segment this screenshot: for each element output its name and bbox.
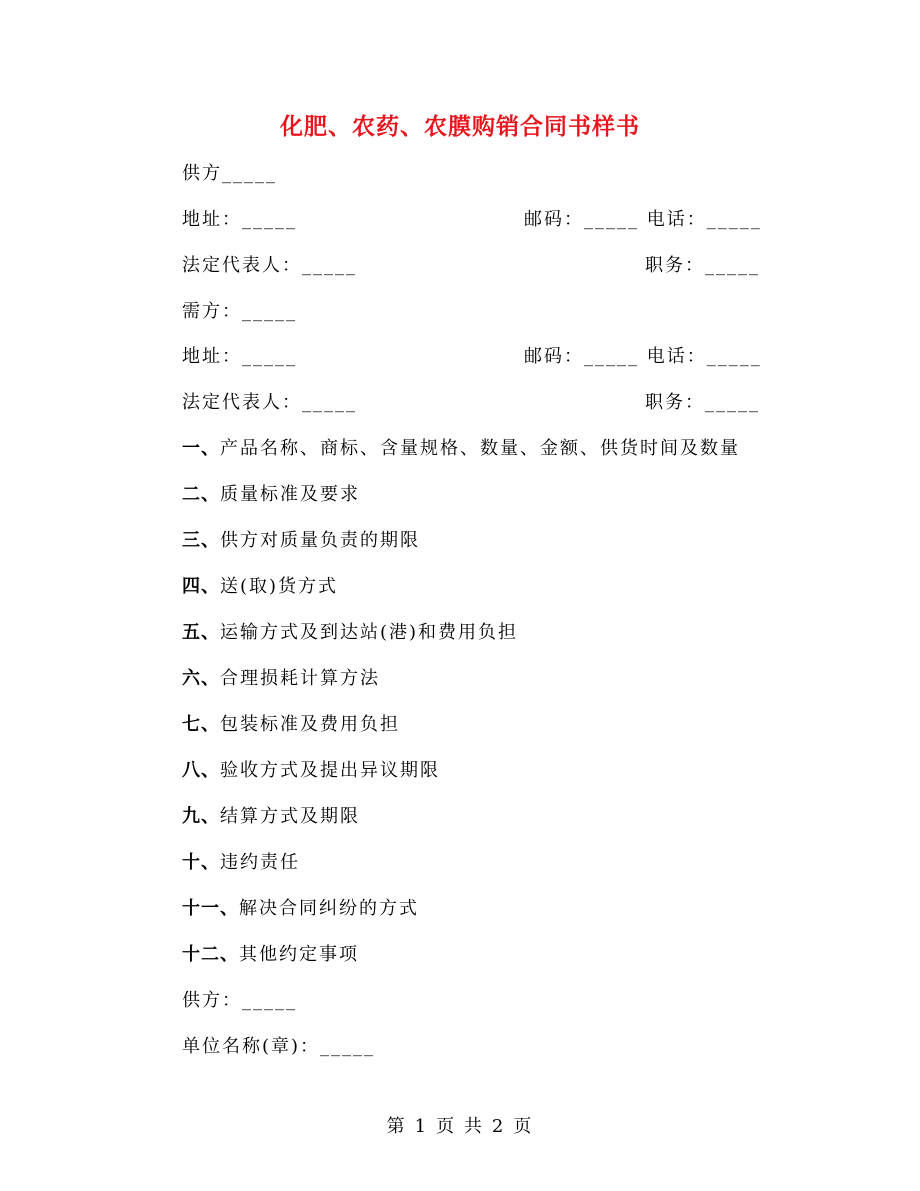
clause-item: [182, 667, 380, 691]
clause-text: 运输方式及到达站(港)和费用负担: [220, 622, 519, 643]
supplier-postcode-phone: 邮码：_____ 电话：_____: [524, 209, 762, 230]
clause-item: [182, 529, 420, 553]
clause-text: 违约责任: [220, 852, 300, 873]
footer-label-end: 页: [513, 1116, 534, 1137]
supplier-position: 职务：_____: [645, 255, 760, 276]
clause-item: [182, 575, 338, 599]
clause-text: 包装标准及费用负担: [220, 714, 400, 735]
clause-number: 七、: [182, 714, 220, 735]
clause-number: 五、: [182, 622, 220, 643]
signature-supplier: 供方：_____: [182, 990, 297, 1011]
clause-text: 产品名称、商标、含量规格、数量、金额、供货时间及数量: [220, 438, 740, 459]
clause-text: 供方对质量负责的期限: [220, 530, 420, 551]
clause-item: [182, 851, 300, 875]
buyer-position: 职务：_____: [645, 392, 760, 413]
footer-current-page: 1: [414, 1116, 429, 1137]
clause-item: [182, 759, 440, 783]
clause-text: 解决合同纠纷的方式: [239, 898, 419, 919]
clause-item: [182, 943, 359, 967]
clause-text: 其他约定事项: [239, 944, 359, 965]
clause-item: [182, 897, 419, 921]
clause-item: [182, 483, 360, 507]
clause-number: 十、: [182, 852, 220, 873]
clause-number: 十一、: [182, 898, 239, 919]
clause-number: 十二、: [182, 944, 239, 965]
page-footer: [0, 1112, 920, 1138]
clause-number: 三、: [182, 530, 220, 551]
clause-text: 验收方式及提出异议期限: [220, 760, 440, 781]
clause-number: 四、: [182, 576, 220, 597]
supplier-header: 供方_____: [182, 163, 277, 184]
clause-text: 结算方式及期限: [220, 806, 360, 827]
footer-label-page: 第: [386, 1116, 407, 1137]
clause-text: 合理损耗计算方法: [220, 668, 380, 689]
clause-item: [182, 713, 400, 737]
document-title: 化肥、农药、农膜购销合同书样书: [280, 113, 640, 140]
buyer-legal-rep: 法定代表人：_____: [182, 392, 357, 413]
clause-number: 八、: [182, 760, 220, 781]
clause-number: 二、: [182, 484, 220, 505]
clause-item: [182, 437, 740, 461]
clause-number: 六、: [182, 668, 220, 689]
buyer-address: 地址：_____: [182, 346, 297, 367]
clause-number: 九、: [182, 806, 220, 827]
buyer-header: 需方：_____: [182, 301, 297, 322]
clause-text: 质量标准及要求: [220, 484, 360, 505]
signature-unit-name: 单位名称(章)：_____: [182, 1036, 376, 1057]
supplier-legal-rep: 法定代表人：_____: [182, 255, 357, 276]
buyer-postcode-phone: 邮码：_____ 电话：_____: [524, 346, 762, 367]
footer-total-pages: 2: [491, 1116, 506, 1137]
clause-number: 一、: [182, 438, 220, 459]
clause-item: [182, 805, 360, 829]
footer-label-of: 页 共: [436, 1116, 484, 1137]
clause-text: 送(取)货方式: [220, 576, 339, 597]
clause-item: [182, 621, 518, 645]
supplier-address: 地址：_____: [182, 209, 297, 230]
